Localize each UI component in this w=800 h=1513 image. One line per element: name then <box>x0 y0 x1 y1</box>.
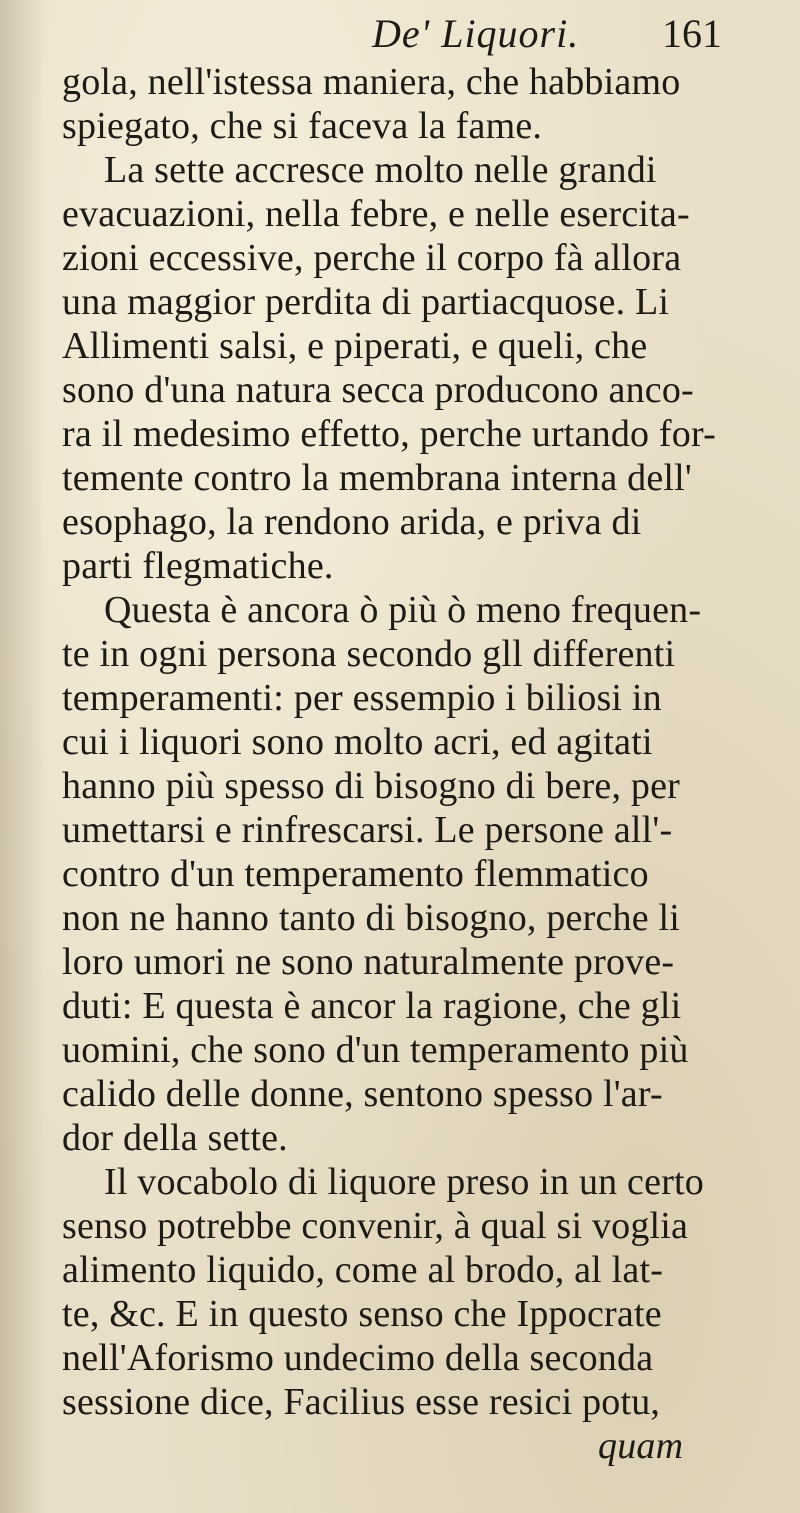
page-number: 161 <box>662 11 722 56</box>
text-line: evacuazioni, nella febre, e nelle esercita- <box>62 193 690 235</box>
text-line: Il vocabolo di liquore preso in un certo <box>104 1161 705 1203</box>
text-line: La sette accresce molto nelle grandi <box>104 149 657 191</box>
text-line: sono d'una natura secca producono anco- <box>62 369 694 411</box>
text-line: gola, nell'istessa maniera, che habbiamo <box>62 61 681 103</box>
text-line: te, &c. E in questo senso che Ippocrate <box>62 1293 662 1335</box>
text-line: zioni eccessive, perche il corpo fà allora <box>62 237 682 279</box>
text-line: parti flegmatiche. <box>62 545 334 587</box>
page-header <box>0 6 800 62</box>
text-line: ra il medesimo effetto, perche urtando for- <box>62 413 716 455</box>
gutter-shadow <box>0 0 46 1513</box>
text-line: nell'Aforismo undecimo della seconda <box>62 1337 654 1379</box>
text-line: duti: E questa è ancor la ragione, che gli <box>62 985 682 1027</box>
text-line: temperamenti: per essempio i biliosi in <box>62 677 662 719</box>
text-line: senso potrebbe convenir, à qual si voglia <box>62 1205 689 1247</box>
text-line: temente contro la membrana interna dell' <box>62 457 692 499</box>
text-line: te in ogni persona secondo gll differenti <box>62 633 676 675</box>
text-line: cui i liquori sono molto acri, ed agitati <box>62 721 653 763</box>
text-line: non ne hanno tanto di bisogno, perche li <box>62 897 680 939</box>
text-line: alimento liquido, come al brodo, al lat- <box>62 1249 664 1291</box>
text-line: spiegato, che si faceva la fame. <box>62 105 543 147</box>
text-line: dor della sette. <box>62 1117 288 1159</box>
text-line: hanno più spesso di bisogno di bere, per <box>62 765 681 807</box>
text-line: calido delle donne, sentono spesso l'ar- <box>62 1073 663 1115</box>
running-head: De' Liquori. <box>372 11 580 56</box>
text-line: Questa è ancora ò più ò meno frequen- <box>104 589 702 631</box>
text-line: uomini, che sono d'un temperamento più <box>62 1029 689 1071</box>
text-line: contro d'un temperamento flemmatico <box>62 853 649 895</box>
text-line: umettarsi e rinfrescarsi. Le persone all'- <box>62 809 673 851</box>
text-line: Allimenti salsi, e piperati, e queli, che <box>62 325 648 367</box>
catchword: quam <box>598 1425 684 1467</box>
text-line: una maggior perdita di partiacquose. Li <box>62 281 670 323</box>
text-line: sessione dice, Facilius esse resici potu, <box>62 1381 661 1423</box>
text-line: esophago, la rendono arida, e priva di <box>62 501 642 543</box>
text-line: loro umori ne sono naturalmente prove- <box>62 941 675 983</box>
